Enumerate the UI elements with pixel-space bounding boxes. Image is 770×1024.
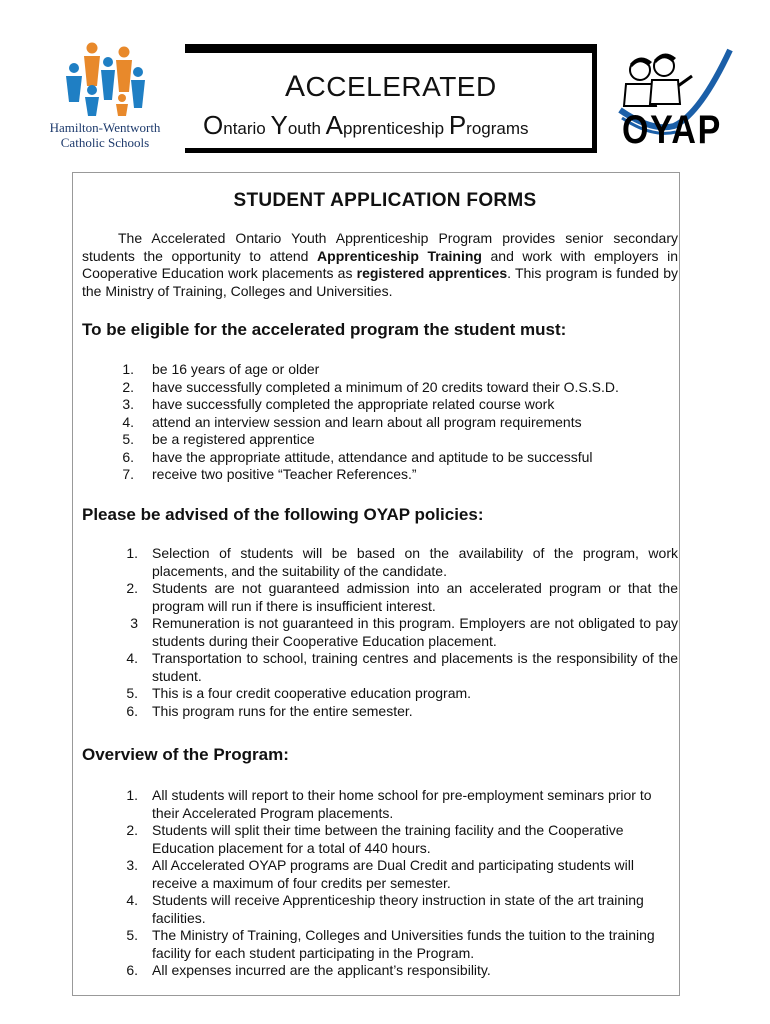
oyap-logo-text: OYAP [622,108,723,152]
list-item: 4. Transportation to school, training centres and placements is the responsibility of the student. [126,650,678,684]
title-box-top-rule [185,44,597,53]
list-item: 5. This is a four credit cooperative education program. [126,685,472,701]
title-accelerated: ACCELERATED [285,70,497,103]
list-item: 2. Students are not guaranteed admission into an accelerated program or that the program will run if there is insufficient interest. [126,580,678,614]
form-title: STUDENT APPLICATION FORMS [233,190,537,211]
list-item: 3. have successfully completed the appropriate related course work [122,396,555,412]
list-item: 3 Remuneration is not guaranteed in this program. Employers are not obligated to pay students during their Cooperative Education placement. [130,615,678,649]
title-program-name: Ontario Youth Apprenticeship Programs [203,110,529,140]
school-name-line2: Catholic Schools [60,135,150,150]
list-item: 3. All Accelerated OYAP programs are Dual Credit and participating students will receive a maximum of four credits per semester. [126,857,634,891]
list-item: 1. Selection of students will be based on the availability of the program, work placements, and the suitability of the candidate. [126,545,678,579]
registered-apprentices-emphasis: registered apprentices [356,265,508,281]
eligibility-heading: To be eligible for the accelerated program the student must: [82,320,567,339]
list-item: 2. have successfully completed a minimum of 20 credits toward their O.S.S.D. [122,378,619,395]
list-item: 7. receive two positive “Teacher References.” [122,466,417,482]
overview-list [82,787,678,980]
title-box-bottom-rule [185,148,597,153]
title-box-right-rule [592,44,597,148]
list-item: 6. This program runs for the entire semester. [126,702,413,719]
school-name-line1: Hamilton-Wentworth [49,120,161,135]
list-item: 6. All expenses incurred are the applicant’s responsibility. [126,962,491,978]
list-item: 1. be 16 years of age or older [122,361,320,377]
school-figures-icon [62,42,148,116]
oyap-logo [612,40,742,155]
policies-heading: Please be advised of the following OYAP policies: [82,505,484,524]
overview-heading: Overview of the Program: [82,745,289,764]
list-item: 1. All students will report to their home school for pre-employment seminars prior to their Accelerated Program placements. [126,787,652,821]
list-item: 6. have the appropriate attitude, attendance and aptitude to be successful [122,448,593,465]
program-title-box [185,44,597,154]
list-item: 4. Students will receive Apprenticeship theory instruction in state of the art training facilities. [126,892,644,926]
list-item: 5. The Ministry of Training, Colleges and Universities funds the tuition to the training facility for each student participating in the Program. [126,927,655,961]
policies-list [82,545,678,720]
eligibility-list [82,361,672,484]
list-item: 5. be a registered apprentice [122,431,315,447]
list-item: 4. attend an interview session and learn about all program requirements [122,413,582,430]
apprenticeship-training-emphasis: Apprenticeship Training [317,247,482,264]
school-logo [30,40,180,160]
intro-paragraph: The Accelerated Ontario Youth Apprenticeship Program provides senior secondary students the opportunity to attend Apprenticeship Training and work with employers in Cooperative Education work placements as registered apprentices. This program is funded by the Ministry of Training, Colleges and Universities. [82,230,678,299]
list-item: 2. Students will split their time between the training facility and the Cooperative Education placement for a total of 440 hours. [126,822,624,856]
school-name [30,120,180,150]
